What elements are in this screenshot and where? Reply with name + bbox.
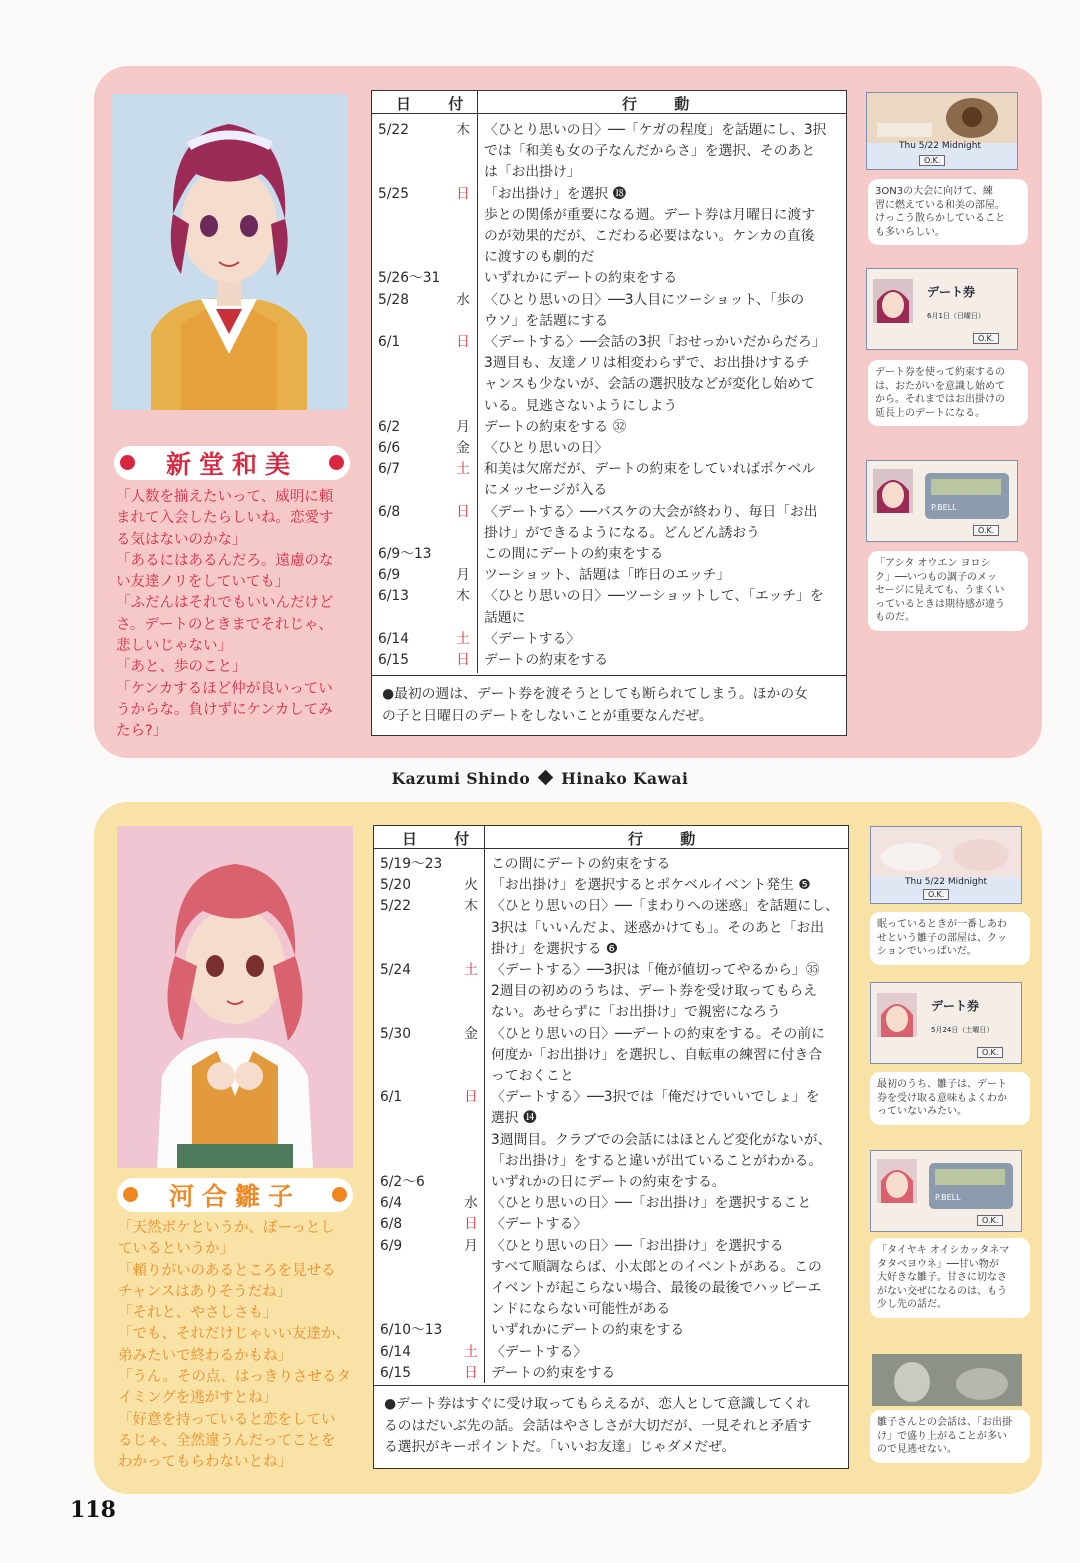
row-weekday: 土 <box>456 461 470 478</box>
screenshot-caption: 雛子さんとの会話は、「お出掛 け」で盛り上がることが多い ので見逃せない。 <box>870 1410 1030 1463</box>
room-screenshot <box>870 826 1022 904</box>
row-date: 5/22 <box>378 122 409 138</box>
row-date: 6/4 <box>380 1195 403 1212</box>
row-action: 〈ひとり思いの日〉──「お出掛け」を選択する すべて順調ならば、小太郎とのイベントがある。この イベントが起こらない場合、最後の最後でハッピーエ ンドにならない可能性がある <box>491 1237 822 1318</box>
row-weekday: 木 <box>456 122 470 138</box>
hinako-schedule-table <box>373 825 849 1469</box>
row-action: いずれかの日にデートの約束をする。 <box>491 1174 726 1190</box>
hinako-name-bar <box>117 1178 353 1212</box>
table-row <box>372 184 846 269</box>
row-weekday: 日 <box>456 503 470 520</box>
table-row <box>372 629 846 650</box>
table-row <box>374 896 848 960</box>
date-ticket-screenshot <box>870 982 1022 1064</box>
row-weekday: 金 <box>456 440 470 456</box>
row-action: 〈デートする〉 <box>491 1216 588 1233</box>
hinako-quotes: 「天然ボケというか、ぽーっとし ているというか」 「頼りがいのあるところを見せる チャンスはありそうだね」 「それと、やさしさも」 「でも、それだけじゃいい友達か、 弟みたいで終わるかもね」 「うん。その点、はっきりさせるタ イミングを逃がすとね」 「好意を持っていると恋をしてい るじゃ、全然違うんだってことを わかってもらわないとね」 <box>118 1220 351 1471</box>
table-row <box>374 1172 848 1193</box>
hinako-note: ●デート券はすぐに受け取ってもらえるが、恋人として意識してくれ るのはだいぶ先の話。会話はやさしさが大切だが、一見それと矛盾す る選択がキーポイントだ。「いいお友達」じゃダメだぜ。 <box>374 1385 848 1467</box>
pager-label: P.BELL <box>931 503 957 512</box>
row-date: 6/9 <box>380 1237 403 1254</box>
row-weekday: 日 <box>456 185 470 202</box>
row-action: 〈デートする〉──会話の3択「おせっかいだからだろ」 3週目も、友達ノリは相変わらずで、お出掛けするチ ャンスも少ないが、会話の選択肢などが変化し始めて いる。見逃さないようにしよう <box>484 334 826 414</box>
row-weekday: 日 <box>456 334 470 350</box>
row-action: 〈デートする〉──3択では「俺だけでいいでしょ」を 選択 ⓮ 3週間目。クラブでの会話にはほとんど変化がないが、 「お出掛け」をすると違いが出ていることがわかる。 <box>491 1089 832 1169</box>
character-name: 河合雛子 <box>168 1182 301 1211</box>
pager-screenshot <box>870 1150 1022 1232</box>
table-row <box>372 459 846 501</box>
action-column-header: 行 動 <box>628 830 712 848</box>
row-date: 5/28 <box>378 291 409 308</box>
kazumi-name-bar <box>114 446 350 480</box>
table-row <box>372 120 846 184</box>
row-date: 5/25 <box>378 185 409 202</box>
row-weekday: 水 <box>456 291 470 308</box>
row-action: 〈デートする〉──3択は「俺が値切ってやるから」㉟ 2週目の初めのうちは、デート券を受け取ってもらえ ない。あせらずに「お出掛け」で親密になろう <box>491 962 820 1021</box>
table-row <box>372 417 846 438</box>
table-row <box>372 502 846 544</box>
table-row <box>374 1087 848 1172</box>
row-weekday: 水 <box>464 1195 478 1212</box>
ticket-date: 6月1日（日曜日） <box>927 312 985 320</box>
character-names-line <box>0 769 1080 788</box>
row-date: 6/15 <box>378 652 409 668</box>
table-row <box>374 854 848 875</box>
kazumi-quotes: 「人数を揃えたいって、威明に頼 まれて入会したらしいね。恋愛す る気はないのかな」 「あるにはあるんだろ。遠慮のな い友達ノリをしていても」 「ふだんはそれでもいいんだけど さ。デートのときまでそれじゃ、 悲しいじゃない」 「あと、歩のこと」 「ケンカするほど仲が良いってい うからな。負けずにケンカしてみ たら?」 <box>116 489 334 740</box>
row-date: 6/1 <box>378 334 401 350</box>
ok-button: O.K. <box>973 333 999 344</box>
date-column-header: 日 付 <box>396 95 480 113</box>
bullet-icon <box>123 1187 138 1202</box>
screenshot-caption: デート券を使って約束するの は、おたがいを意識し始めて から。それまではお出掛けの 延長上のデートになる。 <box>868 360 1028 426</box>
row-action: デートの約束をする ㉜ <box>484 418 627 435</box>
row-date: 5/26〜31 <box>378 270 441 287</box>
row-action: 〈ひとり思いの日〉 <box>484 440 609 456</box>
screen-time-label: Thu 5/22 Midnight <box>899 141 981 151</box>
row-action: 〈デートする〉 <box>484 630 581 647</box>
row-weekday: 日 <box>456 652 470 668</box>
row-weekday: 土 <box>464 962 478 978</box>
row-action: 和美は欠席だが、デートの約束をしていればポケベル にメッセージが入る <box>484 461 816 499</box>
row-action: 〈ひとり思いの日〉──「ケガの程度」を話題にし、3択 では「和美も女の子なんだからさ」を選択、そのあと は「お出掛け」 <box>484 122 827 181</box>
event-screenshot <box>872 1354 1022 1406</box>
ok-button: O.K. <box>973 525 999 536</box>
row-action: 「お出掛け」を選択するとポケベルイベント発生 ❺ <box>491 877 811 894</box>
row-date: 6/8 <box>378 503 401 520</box>
row-date: 5/19〜23 <box>380 856 443 872</box>
table-row <box>374 1214 848 1235</box>
row-date: 6/1 <box>380 1089 403 1106</box>
table-row <box>372 565 846 586</box>
row-date: 6/7 <box>378 461 401 478</box>
kazumi-schedule-table <box>371 90 847 736</box>
table-row <box>374 875 848 896</box>
row-action: この間にデートの約束をする <box>484 546 664 562</box>
ok-button: O.K. <box>919 155 945 166</box>
row-action: デートの約束をする <box>484 652 609 668</box>
row-weekday: 木 <box>456 588 470 605</box>
table-row <box>374 1320 848 1341</box>
pager-display <box>935 1169 1005 1185</box>
row-weekday: 月 <box>464 1237 478 1254</box>
row-weekday: 土 <box>456 630 470 647</box>
row-date: 6/13 <box>378 588 409 605</box>
row-weekday: 月 <box>456 567 470 584</box>
pager-display <box>931 479 1001 495</box>
pager-device <box>925 473 1009 519</box>
row-action: 〈ひとり思いの日〉──「まわりへの迷惑」を話題にし、 3択は「いいんだよ、迷惑かけても」。そのあと「お出 掛け」を選択する ❻ <box>491 898 839 957</box>
hinako-portrait <box>117 826 353 1168</box>
screenshot-caption: 3ON3の大会に向けて、練 習に燃えている和美の部屋。 けっこう散らかしていること も多いらしい。 <box>868 179 1028 245</box>
row-action: 「お出掛け」を選択 ⓲ 歩との関係が重要になる週。デート券は月曜日に渡す のが効果的だが、こだわる必要はない。ケンカの直後 に渡すのも劇的だ <box>484 185 816 266</box>
row-weekday: 金 <box>464 1025 478 1042</box>
table-row <box>372 438 846 459</box>
table-row <box>374 1024 848 1088</box>
ok-button: O.K. <box>923 889 949 900</box>
row-action: 〈ひとり思いの日〉──「お出掛け」を選択すること <box>491 1195 812 1212</box>
ticket-date: 5月24日（土曜日） <box>931 1026 994 1034</box>
date-ticket-screenshot <box>866 268 1018 350</box>
row-action: 〈ひとり思いの日〉──3人目にツーショット、「歩の ウソ」を話題にする <box>484 291 805 329</box>
table-row <box>374 1342 848 1363</box>
screenshot-caption: 「タイヤキ オイシカッタネマ タタベヨウネ」──甘い物が 大好きな雛子。甘さに切なさ がない交ぜになるのは、もう 少し先の話だ。 <box>870 1238 1030 1318</box>
row-weekday: 月 <box>456 418 470 435</box>
page-number: 118 <box>70 1497 116 1523</box>
table-header <box>374 826 848 849</box>
ticket-title: デート券 <box>927 285 976 299</box>
table-row <box>372 586 846 628</box>
row-weekday: 火 <box>464 877 478 894</box>
row-weekday: 土 <box>464 1343 478 1360</box>
row-date: 5/24 <box>380 962 411 978</box>
row-action: ツーショット、話題は「昨日のエッチ」 <box>484 567 731 584</box>
pager-screenshot <box>866 460 1018 542</box>
row-action: 〈ひとり思いの日〉──ツーショットして、「エッチ」を 話題に <box>484 588 824 626</box>
table-row <box>374 1193 848 1214</box>
bullet-icon <box>120 455 135 470</box>
date-column-header: 日 付 <box>402 830 486 848</box>
bullet-icon <box>332 1187 347 1202</box>
ticket-title: デート券 <box>931 999 980 1013</box>
row-weekday: 日 <box>464 1364 478 1381</box>
action-column-header: 行 動 <box>622 95 706 113</box>
diamond-icon <box>538 770 554 786</box>
row-weekday: 日 <box>464 1216 478 1233</box>
table-row <box>372 650 846 671</box>
bullet-icon <box>329 455 344 470</box>
row-weekday: 木 <box>464 898 478 915</box>
row-date: 6/15 <box>380 1364 411 1381</box>
row-date: 6/9〜13 <box>378 546 432 562</box>
pager-device <box>929 1163 1013 1209</box>
screenshot-caption: 眠っているときが一番しあわ せという雛子の部屋は、クッ ションでいっぱいだ。 <box>870 912 1030 965</box>
row-action: いずれかにデートの約束をする <box>491 1322 685 1339</box>
table-row <box>374 960 848 1024</box>
table-row <box>372 544 846 565</box>
table-row <box>372 332 846 417</box>
screenshot-caption: 最初のうち、雛子は、デート 券を受け取る意味もよくわか っていないみたい。 <box>870 1072 1030 1125</box>
row-action: この間にデートの約束をする <box>491 856 671 872</box>
row-date: 6/9 <box>378 567 401 584</box>
ok-button: O.K. <box>977 1215 1003 1226</box>
right-name: Hinako Kawai <box>561 769 689 788</box>
row-date: 6/2〜6 <box>380 1174 425 1190</box>
row-date: 6/8 <box>380 1216 403 1233</box>
row-date: 6/14 <box>378 630 409 647</box>
room-screenshot <box>866 92 1018 170</box>
table-row <box>372 290 846 332</box>
row-action: 〈ひとり思いの日〉──デートの約束をする。その前に 何度か「お出掛け」を選択し、自転車の練習に付き合 っておくこと <box>491 1025 825 1084</box>
screenshot-caption: 「アシタ オウエン ヨロシ ク」──いつもの調子のメッ セージに見えても、うまくい っているときは期待感が違う ものだ。 <box>868 551 1028 631</box>
table-row <box>374 1236 848 1321</box>
row-date: 6/2 <box>378 418 401 435</box>
row-weekday: 日 <box>464 1089 478 1106</box>
row-date: 6/14 <box>380 1343 411 1360</box>
row-date: 5/20 <box>380 877 411 894</box>
row-action: 〈デートする〉 <box>491 1343 588 1360</box>
table-row <box>372 268 846 289</box>
screen-time-label: Thu 5/22 Midnight <box>905 877 987 887</box>
row-action: 〈デートする〉──バスケの大会が終わり、毎日「お出 掛け」ができるようになる。どんどん誘おう <box>484 503 818 541</box>
pager-label: P.BELL <box>935 1193 961 1202</box>
row-date: 6/10〜13 <box>380 1322 443 1339</box>
row-action: いずれかにデートの約束をする <box>484 270 678 287</box>
table-header <box>372 91 846 114</box>
ok-button: O.K. <box>977 1047 1003 1058</box>
left-name: Kazumi Shindo <box>391 769 531 788</box>
table-row <box>374 1363 848 1384</box>
row-action: デートの約束をする <box>491 1364 616 1381</box>
character-name: 新堂和美 <box>165 450 298 479</box>
kazumi-portrait <box>111 94 347 410</box>
kazumi-note: ●最初の週は、デート券を渡そうとしても断られてしまう。ほかの女 の子と日曜日のデートをしないことが重要なんだぜ。 <box>372 675 846 735</box>
row-date: 6/6 <box>378 440 401 456</box>
row-date: 5/22 <box>380 898 411 915</box>
row-date: 5/30 <box>380 1025 411 1042</box>
